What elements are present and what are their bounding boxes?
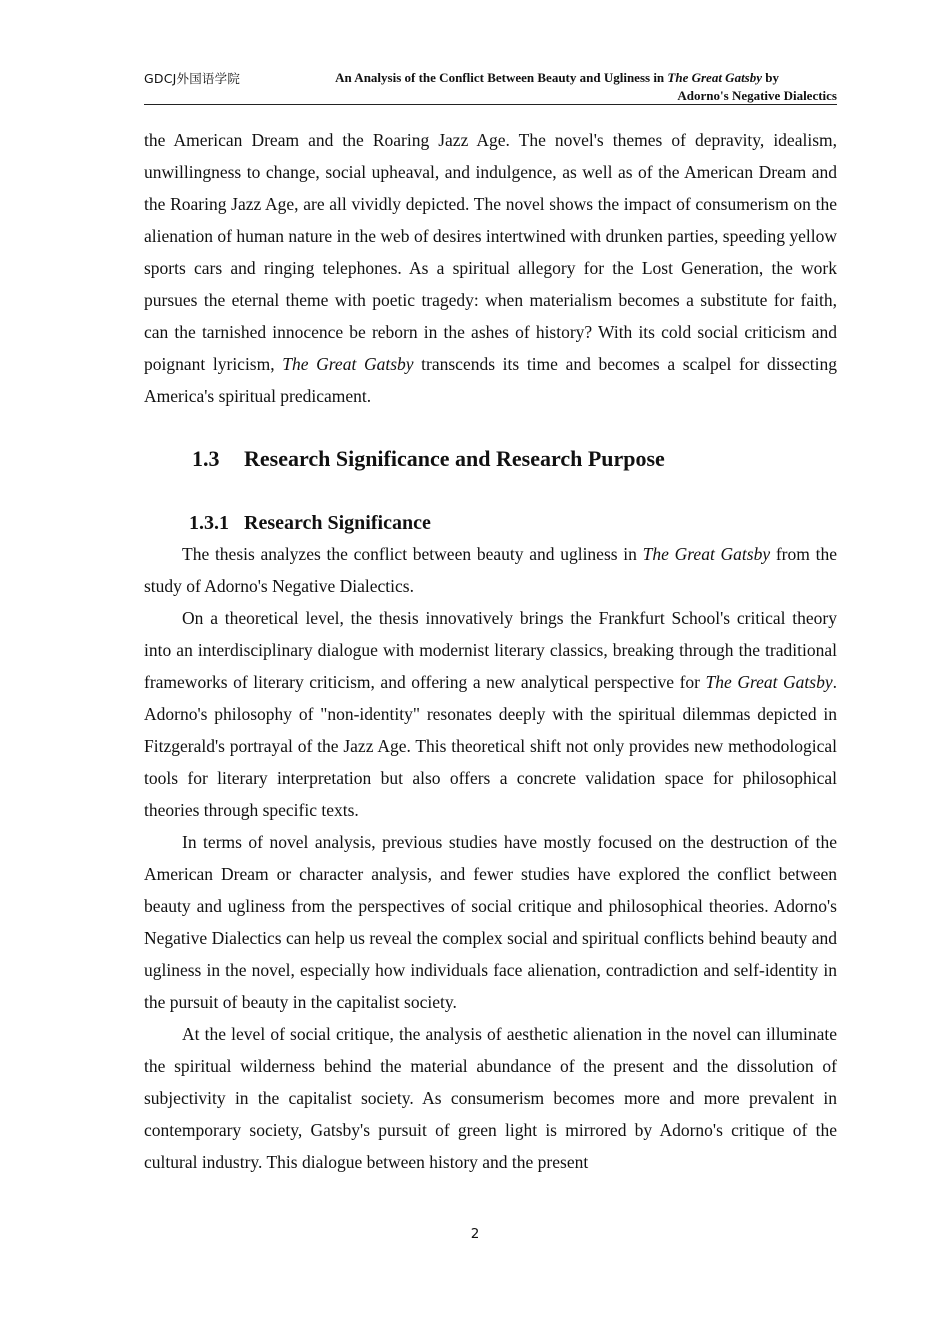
subsection-title: Research Significance: [244, 512, 431, 534]
intro-italic-title: The Great Gatsby: [282, 354, 414, 374]
para1-italic-title: The Great Gatsby: [642, 544, 771, 564]
header-title-post: by: [762, 70, 779, 85]
intro-text-1: the American Dream and the Roaring Jazz Age. The novel's themes of depravity, idealism, unwillingness to change, social upheaval, and indulgence, as well as of the American Dream and the Roaring Jazz Age, are all vividly depicted. The novel shows the impact of consumerism on the alienation of human nature in the web of desires intertwined with drunken parties, speeding yellow sports cars and ringing telephones. As a spiritual allegory for the Lost Generation, the work pursues the eternal theme with poetic tragedy: when materialism becomes a substitute for faith, can the tarnished innocence be reborn in the ashes of history? With its cold social criticism and poignant lyricism,: [144, 130, 837, 374]
intro-paragraph: [144, 124, 837, 412]
header-institution: GDCJ外国语学院: [144, 71, 241, 86]
section-heading: [144, 444, 837, 474]
para1-text-2: from the study of Adorno's Negative Dialectics.: [144, 544, 837, 596]
section-title: Research Significance and Research Purpose: [244, 446, 665, 471]
paragraph-3: In terms of novel analysis, previous studies have mostly focused on the destruction of the American Dream or character analysis, and fewer studies have explored the conflict between beauty and ugliness from the perspectives of social critique and philosophical theories. Adorno's Negative Dialectics can help us reveal the complex social and spiritual conflicts behind beauty and ugliness in the novel, especially how individuals face alienation, contradiction and self-identity in the pursuit of beauty in the capitalist society.: [144, 832, 837, 1012]
para1-text-1: The thesis analyzes the conflict between beauty and ugliness in: [182, 544, 643, 564]
paragraph-1: [144, 538, 837, 602]
paragraph-2: [144, 602, 837, 826]
page-number: 2: [470, 1226, 480, 1242]
para2-italic-title: The Great Gatsby: [705, 672, 833, 692]
header-thesis-title: [335, 69, 837, 105]
para2-text-2: . Adorno's philosophy of "non-identity" resonates deeply with the spiritual dilemmas depicted in Fitzgerald's portrayal of the Jazz Age. This theoretical shift not only provides new methodological tools for literary interpretation but also offers a concrete validation space for philosophical theories through specific texts.: [144, 672, 837, 820]
paragraph-4: At the level of social critique, the analysis of aesthetic alienation in the novel can illuminate the spiritual wilderness behind the material abundance of the present and the dissolution of subjectivity in the capitalist society. As consumerism becomes more and more prevalent in contemporary society, Gatsby's pursuit of green light is mirrored by Adorno's critique of the cultural industry. This dialogue between history and the present: [144, 1024, 837, 1172]
intro-text-2: transcends its time and becomes a scalpel for dissecting America's spiritual predicament.: [144, 354, 837, 406]
header-title-italic: The Great Gatsby: [667, 70, 763, 85]
main-text: [144, 124, 837, 1178]
header-title-line-2: Adorno's Negative Dialectics: [677, 88, 837, 103]
header-title-pre: An Analysis of the Conflict Between Beauty and Ugliness in: [335, 70, 668, 85]
header-title-line-1: [335, 69, 779, 87]
section-number: 1.3: [192, 446, 220, 471]
subsection-number: 1.3.1: [189, 512, 229, 534]
subsection-heading: [144, 508, 837, 538]
running-header: [144, 66, 837, 105]
para2-text-1: On a theoretical level, the thesis innovatively brings the Frankfurt School's critical theory into an interdisciplinary dialogue with modernist literary classics, breaking through the traditional frameworks of literary criticism, and offering a new analytical perspective for: [144, 608, 837, 692]
